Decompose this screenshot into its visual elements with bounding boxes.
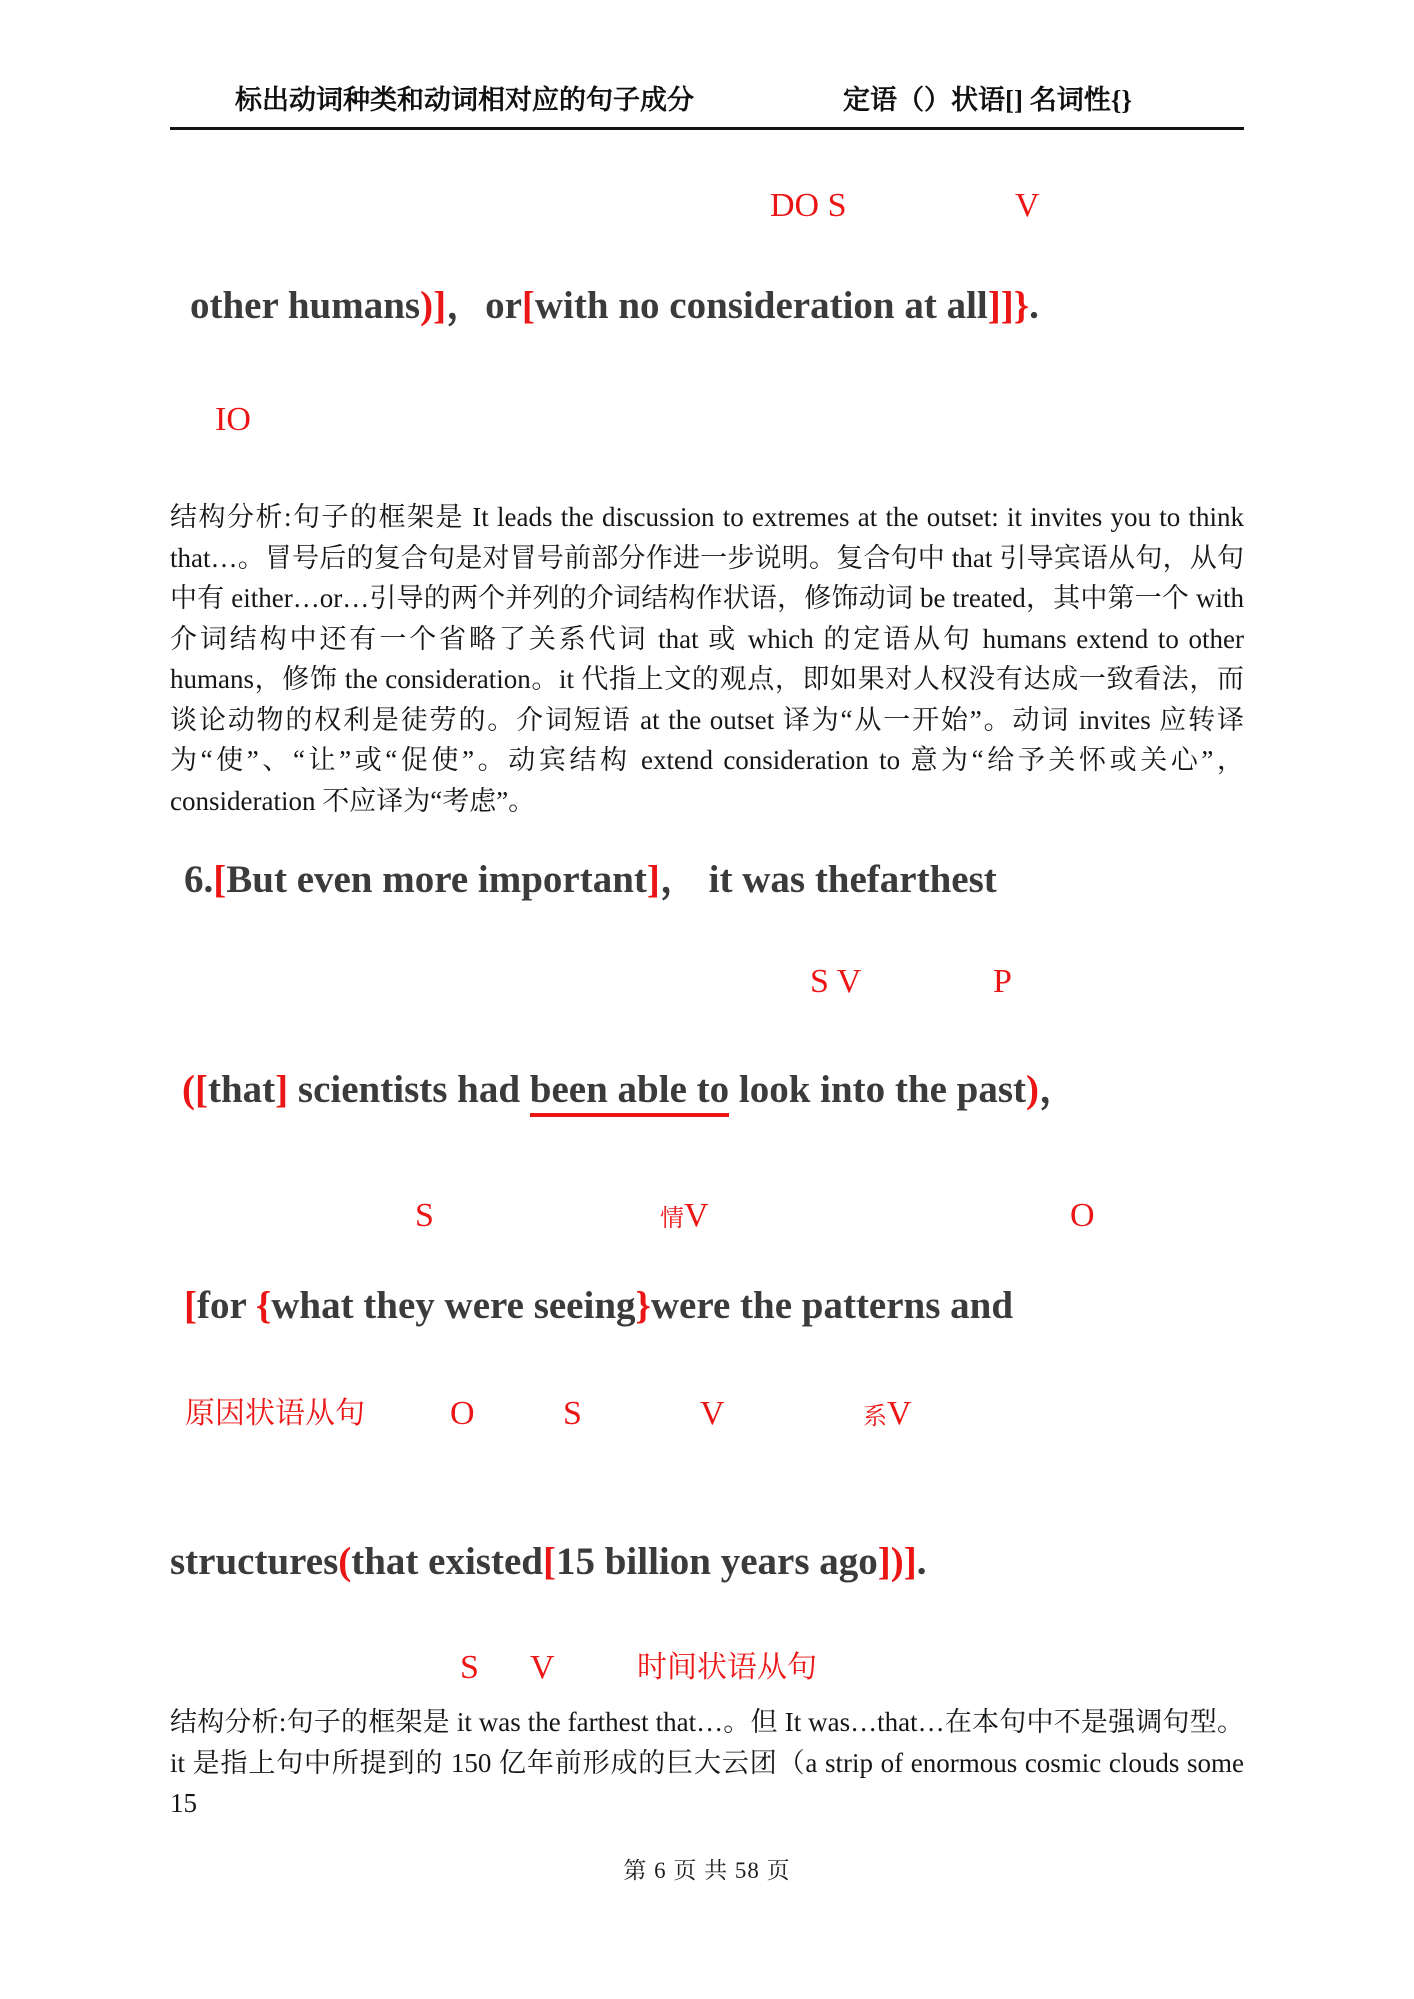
sentence6-line1 xyxy=(170,856,1244,905)
text-segment: ( xyxy=(338,1540,352,1583)
text-segment: ， xyxy=(1039,1068,1079,1111)
text-segment: that xyxy=(208,1068,276,1111)
annotation-row-3 xyxy=(170,962,1244,1004)
annotation-row-1 xyxy=(170,186,1244,228)
page-footer: 第 6 页 共 58 页 xyxy=(623,1858,791,1883)
text-segment: ] xyxy=(275,1068,289,1111)
analysis-paragraph-6: 结构分析:句子的框架是 it was the farthest that…。但 It was…that…在本句中不是强调句型。it 是指上句中所提到的 150 亿年前形成的巨大云团（a strip of enormous cosmic clouds some 15 xyxy=(170,1707,1244,1818)
text-segment: But even more important xyxy=(226,858,647,901)
header-left-title: 标出动词种类和动词相对应的句子成分 xyxy=(235,85,694,115)
annotation-v: V xyxy=(700,1395,725,1432)
text-segment: were the patterns and xyxy=(650,1284,1014,1327)
annotation-row-2 xyxy=(170,400,1244,442)
annotation-qing-v xyxy=(660,1196,709,1239)
annotation-p: P xyxy=(993,963,1012,1000)
text-segment: been able to xyxy=(530,1068,729,1117)
text-segment: with no consideration at all xyxy=(534,284,988,327)
sentence6-line4 xyxy=(170,1538,1244,1587)
annotation-s: S xyxy=(460,1649,479,1686)
page-header xyxy=(170,70,1244,130)
text-segment: )] xyxy=(420,284,447,327)
text-segment: ] xyxy=(646,858,660,901)
text-segment: } xyxy=(635,1284,651,1327)
annotation-s: S xyxy=(415,1197,434,1234)
annotation-xi-v-letter: V xyxy=(887,1395,912,1432)
annotation-row-4 xyxy=(170,1196,1244,1238)
text-segment: for xyxy=(197,1284,256,1327)
annotation-reason-clause: 原因状语从句 xyxy=(185,1397,365,1430)
annotation-qing-v-letter: V xyxy=(684,1197,709,1234)
annotation-row-6 xyxy=(170,1648,1244,1690)
text-segment: . xyxy=(916,1540,927,1583)
text-segment: [ xyxy=(542,1540,556,1583)
annotation-io: IO xyxy=(215,401,251,438)
text-segment: 15 billion years ago xyxy=(555,1540,878,1583)
text-segment: ， xyxy=(446,284,486,327)
text-segment: or xyxy=(485,284,522,327)
annotation-row-5 xyxy=(170,1394,1244,1436)
text-segment: it was thefarthest xyxy=(708,858,997,901)
text-segment: 6. xyxy=(184,858,214,901)
annotation-v: V xyxy=(1015,187,1040,224)
text-segment: what they were seeing xyxy=(271,1284,636,1327)
annotation-time-clause: 时间状语从句 xyxy=(637,1651,817,1684)
sentence6-line3 xyxy=(170,1282,1244,1331)
sentence6-line2 xyxy=(170,1066,1244,1115)
text-segment: that existed xyxy=(351,1540,543,1583)
text-segment: [ xyxy=(521,284,535,327)
annotation-s-v: S V xyxy=(810,963,862,1000)
sentence5-continuation xyxy=(170,282,1244,331)
text-segment: ])] xyxy=(877,1540,917,1583)
analysis-paragraph-5: 结构分析:句子的框架是 It leads the discussion to extremes at the outset: it invites you to think that…。冒号后的复合句是对冒号前部分作进一步说明。复合句中 that 引导宾语从句，从句中有 either…or…引导的两个并列的介词结构作状语，修饰动词 be treated，其中第一个 with 介词结构中还有一个省略了关系代词 that 或 which 的定语从句 humans extend to other humans，修饰 the consideration。it 代指上文的观点，即如果对人权没有达成一致看法，而谈论动物的权利是徒劳的。介词短语 at the outset 译为“从一开始”。动词 invites 应转译为“使”、“让”或“促使”。动宾结构 extend consideration to 意为“给予关怀或关心”，consideration 不应译为“考虑”。 xyxy=(170,502,1244,816)
text-segment: ( xyxy=(182,1068,195,1111)
text-segment: . xyxy=(1029,284,1039,327)
annotation-o: O xyxy=(1070,1197,1095,1234)
text-segment: look into the past xyxy=(729,1068,1027,1111)
annotation-do-s: DO S xyxy=(770,187,847,224)
annotation-xi-v xyxy=(863,1394,912,1437)
text-segment: [ xyxy=(184,1284,197,1327)
text-segment: [ xyxy=(213,858,227,901)
annotation-o: O xyxy=(450,1395,475,1432)
text-segment: ， xyxy=(659,858,709,901)
text-segment: other humans xyxy=(190,284,421,327)
annotation-s: S xyxy=(563,1395,582,1432)
text-segment: scientists had xyxy=(288,1068,530,1111)
text-segment: structures xyxy=(170,1540,339,1583)
text-segment: ]]} xyxy=(987,284,1030,327)
annotation-xi-label: 系 xyxy=(863,1404,887,1430)
annotation-v: V xyxy=(530,1649,555,1686)
text-segment: { xyxy=(255,1284,272,1327)
text-segment: ) xyxy=(1026,1068,1040,1111)
header-right-legend: 定语（）状语[] 名词性{} xyxy=(842,85,1132,115)
text-segment: [ xyxy=(195,1068,208,1111)
annotation-qing-label: 情 xyxy=(660,1206,684,1232)
